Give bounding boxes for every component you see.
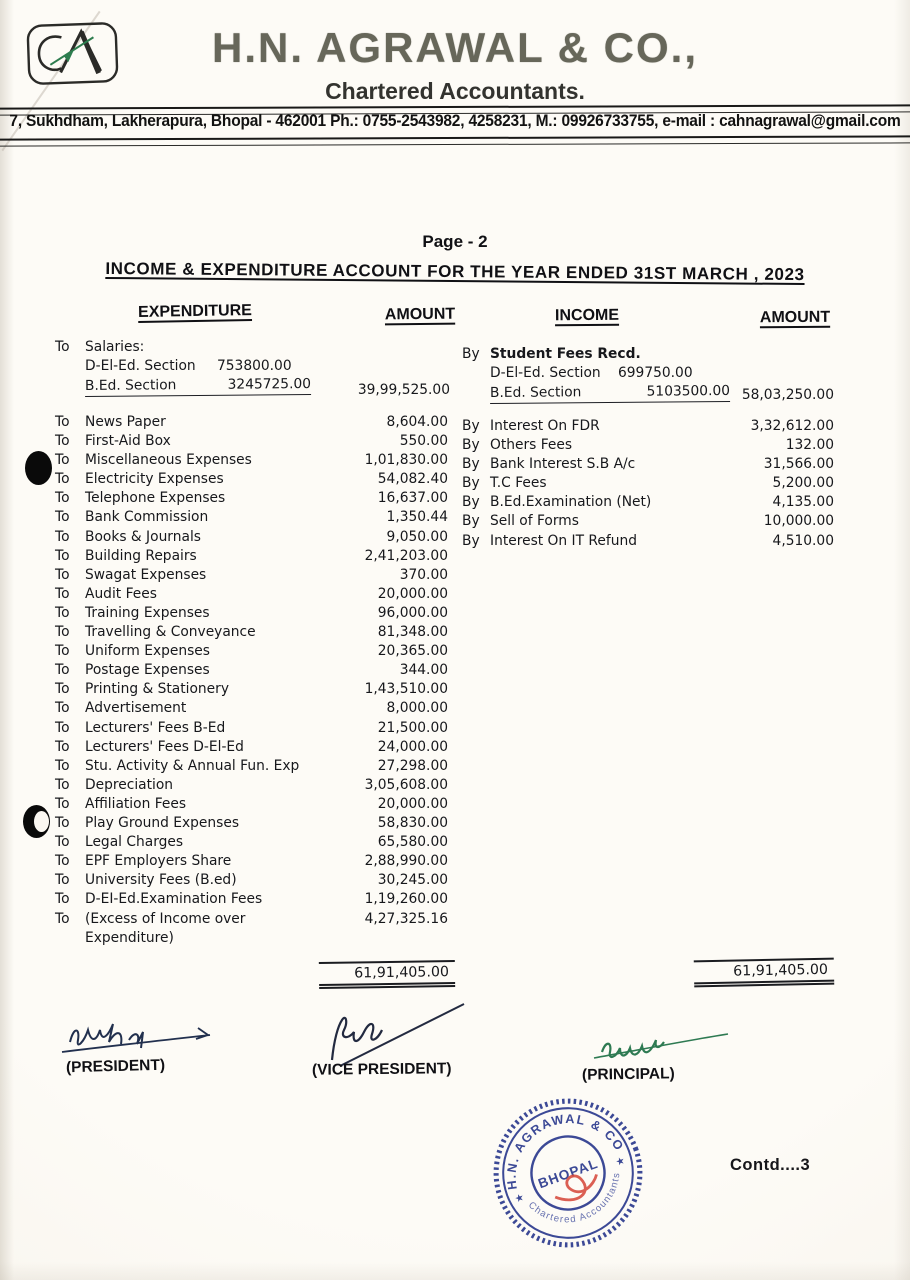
firm-address: 7, Sukhdham, Lakherapura, Bhopal - 462001 Ph.: 0755-2543982, 4258231, M.: 09926733755, e-mail : cahnagrawal@gmail.com (9, 112, 901, 131)
expenditure-row: To First-Aid Box 550.00 (55, 433, 448, 450)
stamp-center-text: BHOPAL (536, 1155, 601, 1192)
excess-row: To (Excess of Income over 4,27,325.16 (55, 911, 448, 927)
principal-signature (590, 1024, 732, 1068)
income-row: By Others Fees 132.00 (462, 437, 834, 454)
stamp-arc-bottom-text: Chartered Accountants (526, 1171, 623, 1226)
expenditure-row: To Bank Commission 1,350.44 (55, 509, 448, 526)
income-row: By Interest On IT Refund 4,510.00 (462, 532, 834, 549)
president-signature (60, 1010, 220, 1062)
expenditure-row: To Books & Journals 9,050.00 (55, 528, 448, 545)
vice-president-label: (VICE PRESIDENT) (311, 1060, 452, 1079)
continuation-note: Contd....3 (730, 1156, 811, 1174)
expenditure-row: To Printing & Stationery 1,43,510.00 (55, 681, 448, 698)
salaries-sub-item: D-El-Ed. Section 753800.00 (85, 358, 292, 375)
salaries-total: 39,99,525.00 (357, 382, 450, 398)
expenditure-row: To D-EI-Ed.Examination Fees 1,19,260.00 (55, 891, 448, 908)
expenditure-row: To Electricity Expenses 54,082.40 (55, 471, 448, 488)
statement-title: INCOME & EXPENDITURE ACCOUNT FOR THE YEAR ENDED 31ST MARCH , 2023 (105, 258, 805, 285)
column-header-income: INCOME (554, 306, 620, 325)
firm-round-stamp (464, 1069, 672, 1277)
expenditure-row: To Advertisement 8,000.00 (55, 700, 448, 717)
income-row: By Interest On FDR 3,32,612.00 (462, 418, 834, 434)
header-rule-bottom (0, 135, 910, 146)
expenditure-row: To Travelling & Conveyance 81,348.00 (55, 624, 448, 641)
expenditure-row: To Affiliation Fees 20,000.00 (55, 795, 448, 812)
expenditure-row: To Postage Expenses 344.00 (55, 662, 448, 679)
stamp-star-left-icon: ★ (513, 1191, 526, 1206)
expenditure-row: To Lecturers' Fees D-El-Ed 24,000.00 (55, 738, 448, 755)
expenditure-row: To Swagat Expenses 370.00 (55, 566, 448, 583)
firm-name: H.N. AGRAWAL & CO., (211, 24, 698, 71)
expenditure-row: To Lecturers' Fees B-Ed 21,500.00 (55, 719, 448, 736)
page-number-label: Page - 2 (422, 232, 488, 251)
stamp-arc-top-text: H.N. AGRAWAL & CO (504, 1112, 627, 1191)
firm-tagline: Chartered Accountants. (325, 78, 585, 104)
expenditure-row: To University Fees (B.ed) 30,245.00 (55, 872, 448, 889)
president-label: (PRESIDENT) (65, 1056, 166, 1077)
salaries-heading: To Salaries: (55, 339, 145, 355)
column-header-amount-right: AMOUNT (759, 308, 831, 327)
expenditure-row: To Audit Fees 20,000.00 (55, 585, 448, 602)
income-items (462, 417, 834, 551)
excess-row-continued: Expenditure) (85, 930, 174, 947)
expenditure-grand-total: 61,91,405.00 (319, 960, 455, 989)
expenditure-row: To Training Expenses 96,000.00 (55, 604, 448, 621)
income-row: By Bank Interest S.B A/c 31,566.00 (462, 456, 834, 473)
student-fees-block (462, 345, 834, 403)
principal-label: (PRINCIPAL) (581, 1065, 675, 1084)
expenditure-row: To Play Ground Expenses 58,830.00 (55, 814, 448, 831)
expenditure-row: To News Paper 8,604.00 (55, 414, 448, 430)
column-header-expenditure: EXPENDITURE (137, 302, 253, 321)
punch-hole-bottom (23, 805, 50, 838)
salaries-block (55, 338, 450, 396)
expenditure-row: To Depreciation 3,05,608.00 (55, 776, 448, 793)
income-row: By B.Ed.Examination (Net) 4,135.00 (462, 494, 834, 511)
expenditure-row: To Building Repairs 2,41,203.00 (55, 547, 448, 564)
student-fees-sub-item: B.Ed. Section 5103500.00 (490, 382, 730, 404)
income-row: By T.C Fees 5,200.00 (462, 475, 834, 492)
punch-hole-highlight (34, 811, 49, 832)
punch-hole-top (25, 451, 52, 485)
expenditure-row: To Legal Charges 65,580.00 (55, 834, 448, 851)
income-row: By Sell of Forms 10,000.00 (462, 513, 834, 530)
column-header-amount-left: AMOUNT (384, 305, 456, 324)
expenditure-row: To Miscellaneous Expenses 1,01,830.00 (55, 452, 448, 469)
expenditure-items (55, 413, 448, 909)
income-grand-total: 61,91,405.00 (694, 958, 834, 988)
excess-block (55, 910, 448, 948)
expenditure-row: To Uniform Expenses 20,365.00 (55, 643, 448, 660)
vice-president-signature (318, 998, 470, 1070)
stamp-star-right-icon: ★ (614, 1155, 627, 1169)
student-fees-sub-item: D-El-Ed. Section 699750.00 (490, 365, 693, 382)
salaries-sub-item: B.Ed. Section 3245725.00 (85, 375, 311, 397)
student-fees-total: 58,03,250.00 (741, 387, 834, 403)
expenditure-row: To Telephone Expenses 16,637.00 (55, 490, 448, 507)
student-fees-heading: By Student Fees Recd. (462, 346, 641, 362)
expenditure-row: To Stu. Activity & Annual Fun. Exp 27,298.00 (55, 757, 448, 774)
expenditure-row: To EPF Employers Share 2,88,990.00 (55, 853, 448, 870)
